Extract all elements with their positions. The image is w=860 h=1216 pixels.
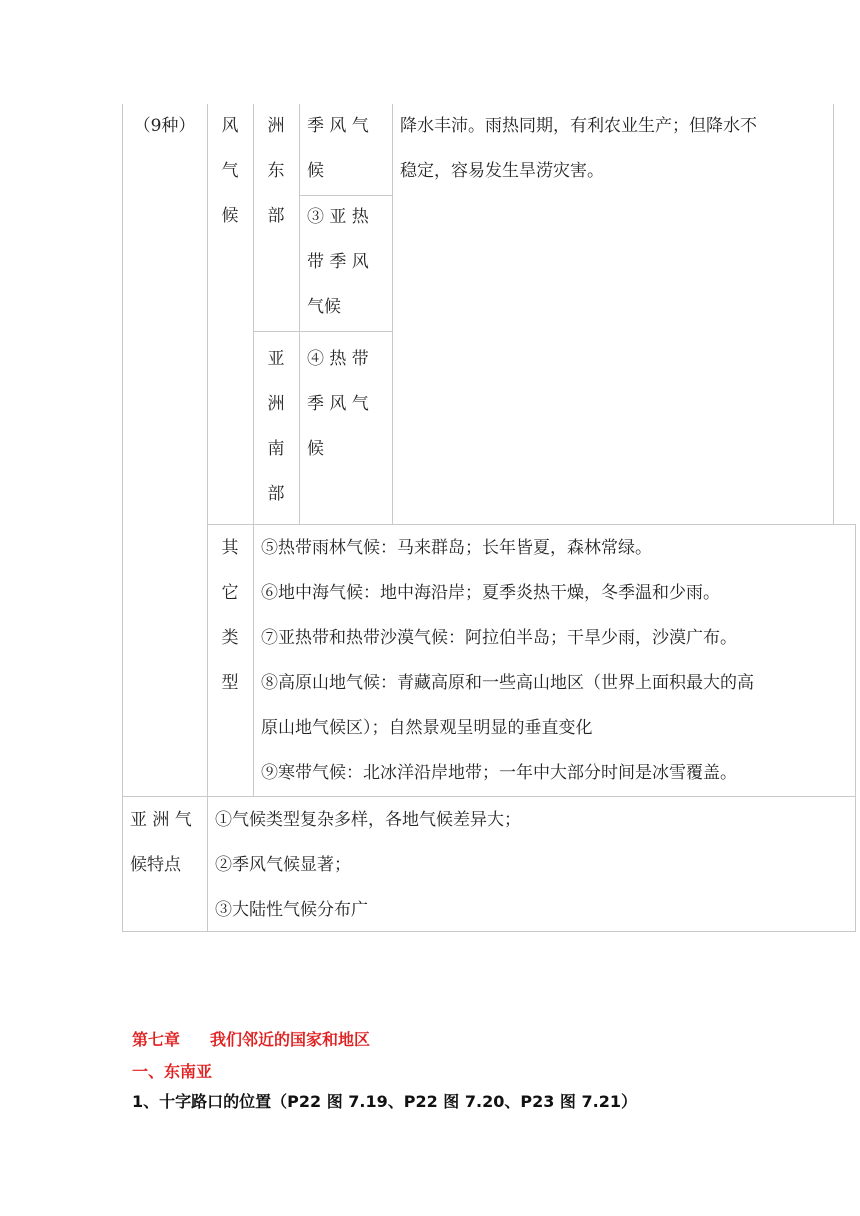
- label-char: 洲: [267, 394, 285, 414]
- cell-line: ③ 亚 热: [307, 207, 369, 227]
- region-asia-east: [253, 104, 299, 239]
- label-line: 亚 洲 气: [130, 810, 192, 830]
- label-char: 部: [267, 484, 285, 504]
- other-types-label: [207, 526, 253, 706]
- subtropical-monsoon-cell: [307, 195, 392, 330]
- label-char: 它: [221, 583, 239, 603]
- table-border-right: [855, 524, 856, 932]
- climate-type-count-text: （9种）: [133, 116, 196, 136]
- table-border-left: [122, 104, 123, 932]
- cell-line: 候: [307, 161, 324, 181]
- label-char: 风: [221, 116, 239, 136]
- tropical-monsoon-cell: [307, 337, 392, 472]
- label-char: 型: [221, 673, 239, 693]
- features-label: [130, 798, 207, 888]
- monsoon-description: [400, 104, 833, 194]
- label-char: 类: [221, 628, 239, 648]
- cell-line: 带 季 风: [307, 252, 369, 272]
- table-divider: [207, 524, 856, 525]
- features-list: [215, 798, 853, 933]
- list-item: ⑤热带雨林气候：马来群岛；长年皆夏，森林常绿。: [261, 538, 652, 558]
- label-char: 亚: [267, 349, 285, 369]
- chapter-number: 第七章: [132, 1030, 181, 1049]
- label-char: 候: [221, 206, 239, 226]
- chapter-title: [132, 1027, 370, 1050]
- subsection-title: 1、十字路口的位置（P22 图 7.19、P22 图 7.20、P23 图 7.21）: [132, 1092, 637, 1111]
- list-item: ①气候类型复杂多样，各地气候差异大；: [215, 810, 521, 830]
- label-char: 东: [267, 161, 285, 181]
- label-char: 洲: [267, 116, 285, 136]
- label-char: 南: [267, 439, 285, 459]
- list-item: ⑨寒带气候：北冰洋沿岸地带；一年中大部分时间是冰雪覆盖。: [261, 763, 737, 783]
- temperate-monsoon-cell: [307, 104, 392, 194]
- list-item: ⑥地中海气候：地中海沿岸；夏季炎热干燥，冬季温和少雨。: [261, 583, 720, 603]
- label-char: 气: [221, 161, 239, 181]
- description-line: 稳定，容易发生旱涝灾害。: [400, 161, 604, 181]
- list-item: 原山地气候区）；自然景观呈明显的垂直变化: [261, 718, 593, 738]
- label-line: 候特点: [130, 855, 181, 875]
- cell-line: 季 风 气: [307, 116, 369, 136]
- cell-line: 季 风 气: [307, 394, 369, 414]
- table-divider: [253, 331, 392, 332]
- label-char: 其: [221, 538, 239, 558]
- label-char: 部: [267, 206, 285, 226]
- list-item: ⑦亚热带和热带沙漠气候：阿拉伯半岛；干旱少雨，沙漠广布。: [261, 628, 737, 648]
- cell-line: ④ 热 带: [307, 349, 369, 369]
- section-title: 一、东南亚: [132, 1062, 213, 1081]
- monsoon-climate-label: [207, 104, 253, 239]
- table-divider: [392, 104, 393, 524]
- table-divider: [833, 104, 834, 524]
- chapter-name: 我们邻近的国家和地区: [210, 1030, 371, 1049]
- region-asia-south: [253, 337, 299, 517]
- table-divider: [122, 796, 856, 797]
- table-divider: [299, 104, 300, 524]
- list-item: ②季风气候显著；: [215, 855, 351, 875]
- other-types-list: [261, 526, 853, 796]
- list-item: ⑧高原山地气候：青藏高原和一些高山地区（世界上面积最大的高: [261, 673, 754, 693]
- list-item: ③大陆性气候分布广: [215, 900, 368, 920]
- cell-line: 候: [307, 439, 324, 459]
- description-line: 降水丰沛。雨热同期，有利农业生产；但降水不: [400, 116, 757, 136]
- climate-type-count: [122, 104, 207, 149]
- cell-line: 气候: [307, 297, 341, 317]
